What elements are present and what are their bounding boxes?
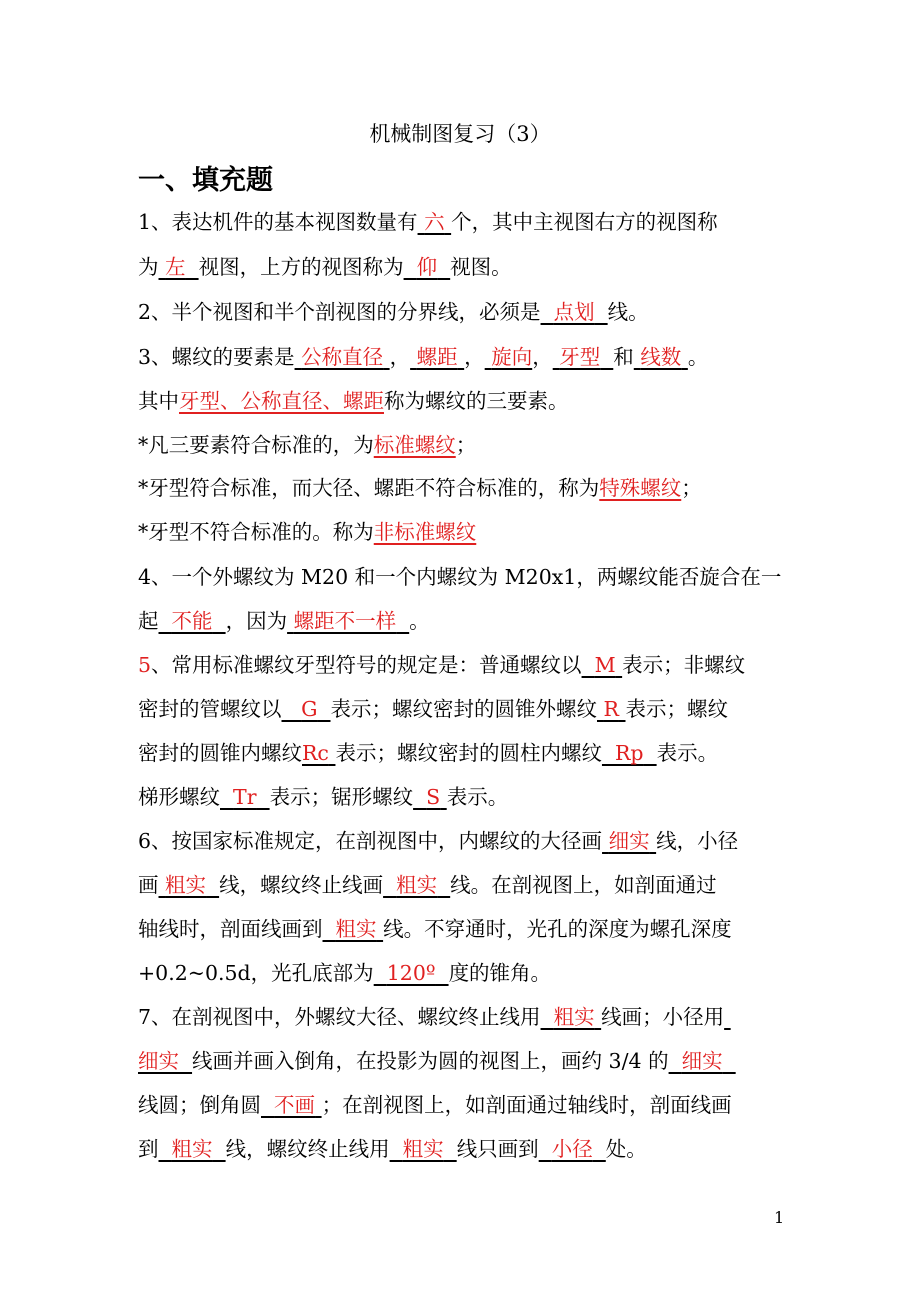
q3-blank3	[485, 343, 533, 371]
q6-line1	[138, 827, 738, 855]
q5-answer1: M	[594, 653, 616, 677]
q3-answer1: 公称直径	[301, 345, 384, 369]
q6-text: 线，小径	[656, 829, 739, 853]
q7-blank4	[261, 1091, 322, 1119]
q7-text: 线圆；倒角圆	[138, 1093, 261, 1117]
q3-blank5	[634, 343, 688, 371]
note-text: *牙型符合标准，而大径、螺距不符合标准的，称为	[138, 476, 600, 500]
q5-answer6: Tr	[233, 785, 257, 809]
q2-text: 线。	[607, 300, 649, 324]
q5-text: 表示。	[446, 785, 509, 809]
q5-blank6	[220, 783, 270, 811]
q5-text: 表示；螺纹	[625, 697, 728, 721]
q6-text: +0.2~0.5d，光孔底部为	[138, 961, 374, 985]
q5-text: 密封的圆锥内螺纹	[138, 741, 302, 765]
q7-text: 到	[138, 1137, 159, 1161]
q3-sep: ，	[532, 345, 553, 369]
q4-text: ，因为	[225, 609, 288, 633]
q1-answer1: 六	[424, 210, 445, 234]
q1-answer2: 左	[165, 255, 186, 279]
q1-blank1	[418, 208, 452, 236]
q1-line2	[138, 253, 512, 281]
q6-text: 6、按国家标准规定，在剖视图中，内螺纹的大径画	[138, 829, 603, 853]
q5-text: 表示。	[656, 741, 719, 765]
q5-blank1	[582, 651, 623, 679]
q7-text: ；在剖视图上，如剖面通过轴线时，剖面线画	[321, 1093, 732, 1117]
q5-blank2	[282, 695, 331, 723]
q6-text: 轴线时，剖面线画到	[138, 917, 323, 941]
q5-text: 表示；锯形螺纹	[269, 785, 414, 809]
q7-answer4: 不画	[274, 1093, 316, 1117]
q6-blank4	[323, 915, 384, 943]
q4-answer2: 螺距不一样	[293, 609, 397, 633]
q1-answer3: 仰	[416, 255, 438, 279]
q4-text: 起	[138, 609, 159, 633]
q5-line1	[138, 651, 745, 679]
q1-line1	[138, 208, 718, 236]
q6-blank3	[383, 871, 450, 899]
note-text: *凡三要素符合标准的，为	[138, 433, 374, 457]
q1-text: 视图，上方的视图称为	[198, 255, 404, 279]
q1-blank2	[159, 253, 199, 281]
q1-text: 个，其中主视图右方的视图称	[451, 210, 718, 234]
q7-answer5: 粗实	[171, 1137, 213, 1161]
q4-line2	[138, 607, 430, 635]
note-line3	[138, 518, 476, 546]
q6-text: 度的锥角。	[448, 961, 552, 985]
q3-sep: ，	[464, 345, 485, 369]
q6-blank2	[159, 871, 220, 899]
q7-text: 处。	[605, 1137, 647, 1161]
q6-answer4: 粗实	[335, 917, 377, 941]
q1-blank3	[404, 253, 451, 281]
q4-blank2	[287, 607, 409, 635]
q3-blank1	[295, 343, 390, 371]
q7-answer7: 小径	[551, 1137, 593, 1161]
q7-line3	[138, 1091, 732, 1119]
q3-line1	[138, 343, 708, 371]
q1-text: 视图。	[450, 255, 512, 279]
q7-text: 线画；小径用	[601, 1005, 725, 1029]
q3-text: 其中	[138, 389, 179, 413]
section-heading: 一、填充题	[138, 165, 273, 196]
q6-blank5	[374, 959, 449, 987]
q7-blank3	[669, 1047, 736, 1075]
q7-blank6	[390, 1135, 457, 1163]
q6-line3	[138, 915, 732, 943]
q7-blank2-start	[724, 1003, 731, 1031]
q3-blank2	[410, 343, 464, 371]
q5-answer7: S	[426, 785, 441, 809]
q6-text: 画	[138, 873, 159, 897]
q3-sep: 。	[687, 345, 709, 369]
q6-answer1: 细实	[608, 829, 650, 853]
q5-blank3	[597, 695, 626, 723]
q3-three-elements: 牙型、公称直径、螺距	[179, 389, 384, 413]
document-title: 机械制图复习（3）	[369, 122, 551, 146]
q6-text: 线，螺纹终止线画	[219, 873, 384, 897]
q5-blank5	[602, 739, 657, 767]
q4-answer1: 不能	[171, 609, 213, 633]
q7-line1	[138, 1003, 731, 1031]
q7-blank2	[138, 1047, 192, 1075]
q7-text: 线只画到	[456, 1137, 539, 1161]
q2-answer: 点划	[553, 300, 595, 324]
q5-line3	[138, 739, 718, 767]
q7-answer2: 细实	[138, 1049, 179, 1073]
q6-text: 线。在剖视图上，如剖面通过	[450, 873, 717, 897]
q5-text: 梯形螺纹	[138, 785, 220, 809]
q7-blank5	[159, 1135, 226, 1163]
q5-text: 、常用标准螺纹牙型符号的规定是：普通螺纹以	[151, 653, 582, 677]
note-text: ；	[455, 433, 477, 457]
q6-line2	[138, 871, 717, 899]
q5-answer2: G	[301, 697, 318, 721]
q5-text: 密封的管螺纹以	[138, 697, 282, 721]
note-answer2: 特殊螺纹	[599, 476, 682, 500]
q1-text: 为	[138, 255, 159, 279]
q4-text: 4、一个外螺纹为 M20 和一个内螺纹为 M20x1，两螺纹能否旋合在一	[138, 565, 782, 589]
q5-blank4	[302, 739, 335, 767]
q4-blank1	[159, 607, 226, 635]
q7-text: 7、在剖视图中，外螺纹大径、螺纹终止线用	[138, 1005, 541, 1029]
q5-text: 表示；非螺纹	[622, 653, 746, 677]
q3-blank4	[553, 343, 614, 371]
q5-line4	[138, 783, 508, 811]
q7-line2	[138, 1047, 736, 1075]
q3-answer3: 旋向	[491, 345, 533, 369]
q3-text: 称为螺纹的三要素。	[384, 389, 569, 413]
note-answer3: 非标准螺纹	[373, 520, 477, 544]
note-text: *牙型不符合标准的。称为	[138, 520, 374, 544]
q7-text: 线画并画入倒角，在投影为圆的视图上，画约 3/4 的	[192, 1049, 669, 1073]
q6-blank1	[602, 827, 656, 855]
q6-answer3: 粗实	[396, 873, 438, 897]
q3-line2	[138, 387, 569, 415]
q5-text: 表示；螺纹密封的圆柱内螺纹	[335, 741, 602, 765]
q5-answer4: Rc	[302, 741, 329, 765]
q4-text: 。	[409, 609, 430, 633]
q3-text: 3、螺纹的要素是	[138, 345, 295, 369]
q5-blank7	[413, 783, 447, 811]
q6-line4	[138, 959, 551, 987]
q7-line4	[138, 1135, 647, 1163]
q3-answer2: 螺距	[416, 345, 458, 369]
q6-text: 线。不穿通时，光孔的深度为螺孔深度	[383, 917, 732, 941]
q2-text: 2、半个视图和半个剖视图的分界线，必须是	[138, 300, 541, 324]
q7-answer6: 粗实	[402, 1137, 444, 1161]
q3-sep: 和	[613, 345, 634, 369]
q2-blank	[541, 298, 608, 326]
q5-answer5: Rp	[615, 741, 644, 765]
q3-answer5: 线数	[640, 345, 682, 369]
q5-line2	[138, 695, 728, 723]
q5-text: 表示；螺纹密封的圆锥外螺纹	[330, 697, 597, 721]
q7-blank1	[541, 1003, 602, 1031]
q7-blank7	[539, 1135, 606, 1163]
q4-line1	[138, 563, 781, 591]
q6-answer5: 120º	[386, 961, 436, 985]
q2-line	[138, 298, 649, 326]
q3-answer4: 牙型	[559, 345, 601, 369]
q7-answer3: 细实	[681, 1049, 723, 1073]
q5-answer3: R	[603, 697, 619, 721]
q6-answer2: 粗实	[165, 873, 207, 897]
page-number: 1	[774, 1208, 785, 1227]
note-line1	[138, 431, 476, 459]
q7-text: 线，螺纹终止线用	[225, 1137, 390, 1161]
q3-sep: ，	[389, 345, 411, 369]
q5-number: 5	[138, 653, 152, 677]
note-text: ；	[681, 476, 702, 500]
note-line2	[138, 474, 702, 502]
q7-answer1: 粗实	[553, 1005, 595, 1029]
q1-text: 1、表达机件的基本视图数量有	[138, 210, 418, 234]
note-answer1: 标准螺纹	[373, 433, 456, 457]
